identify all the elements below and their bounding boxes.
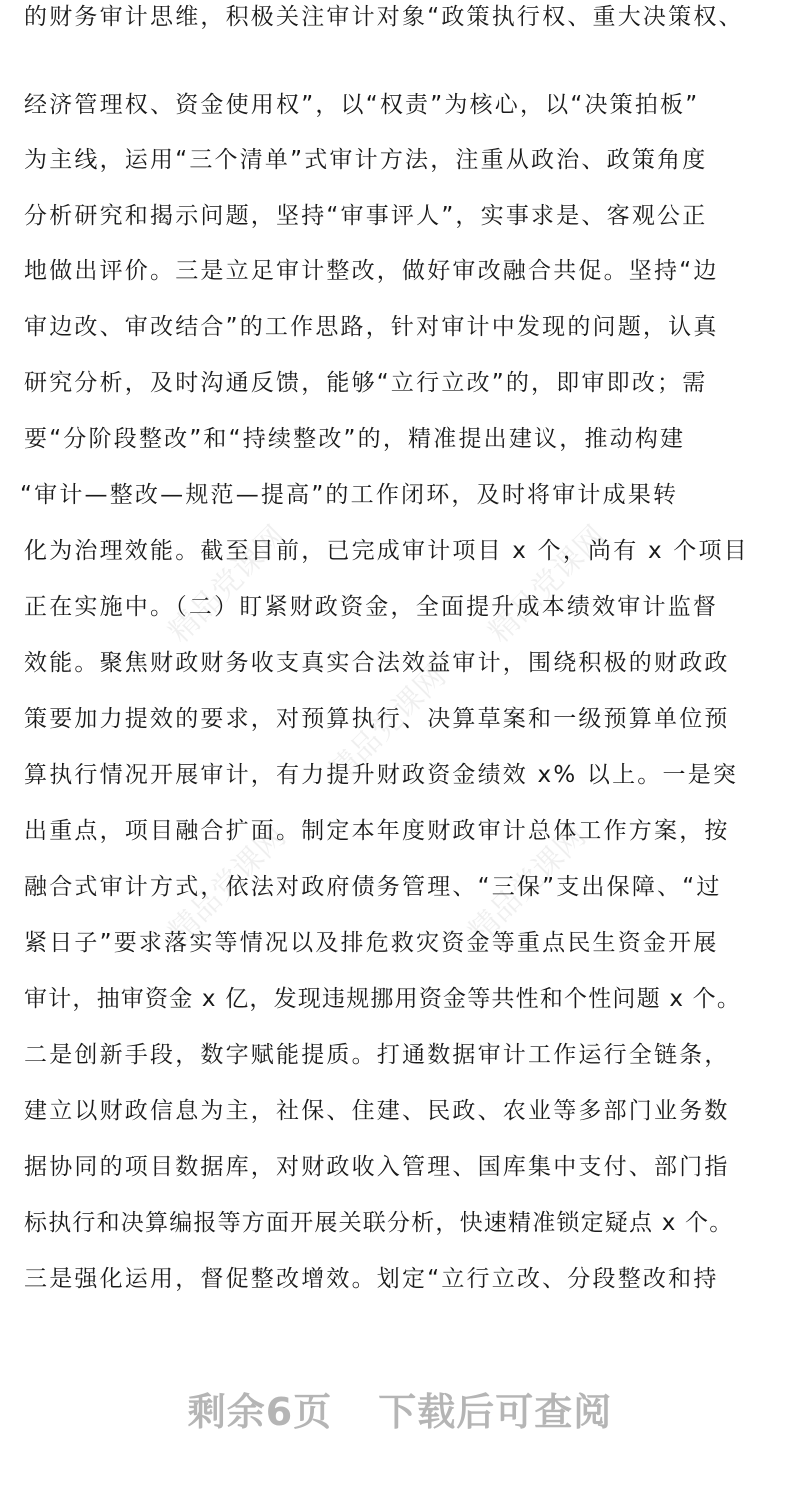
text-line: 二是创新手段，数字赋能提质。打通数据审计工作运行全链条， (24, 1042, 730, 1068)
text-line: 要“分阶段整改”和“持续整改”的，精准提出建议，推动构建 (24, 426, 686, 452)
text-line: 的财务审计思维，积极关注审计对象“政策执行权、重大决策权、 (24, 4, 744, 30)
text-line: 审边改、审改结合”的工作思路，针对审计中发现的问题，认真 (24, 314, 719, 340)
watermark: 精品党课网 (162, 519, 293, 650)
text-line: “审计—整改—规范—提高”的工作闭环，及时将审计成果转 (20, 482, 679, 508)
text-line: 三是强化运用，督促整改增效。划定“立行立改、分段整改和持 (24, 1266, 719, 1292)
watermark: 精品党课网 (162, 819, 293, 950)
text-line: 据协同的项目数据库，对财政收入管理、国库集中支付、部门指 (24, 1154, 730, 1180)
text-line: 化为治理效能。截至目前，已完成审计项目 x 个，尚有 x 个项目 (24, 538, 749, 564)
text-line: 建立以财政信息为主，社保、住建、民政、农业等多部门业务数 (24, 1098, 730, 1124)
watermark: 精品党课网 (322, 659, 453, 790)
text-line: 算执行情况开展审计，有力提升财政资金绩效 x% 以上。一是突 (24, 762, 739, 788)
text-line: 策要加力提效的要求，对预算执行、决算草案和一级预算单位预 (24, 706, 730, 732)
remaining-pages-label: 剩余6页 (187, 1390, 333, 1434)
watermark: 精品党课网 (482, 519, 613, 650)
remaining-pages-notice[interactable] (0, 1388, 800, 1436)
text-line: 紧日子”要求落实等情况以及排危救灾资金等重点民生资金开展 (24, 930, 719, 956)
text-line: 地做出评价。三是立足审计整改，做好审改融合共促。坚持“边 (24, 258, 719, 284)
text-line: 经济管理权、资金使用权”，以“权责”为核心，以“决策拍板” (24, 92, 700, 118)
download-to-view-label: 下载后可查阅 (378, 1390, 613, 1434)
text-line: 研究分析，及时沟通反馈，能够“立行立改”的，即审即改；需 (24, 370, 708, 396)
text-line: 效能。聚焦财政财务收支真实合法效益审计，围绕积极的财政政 (24, 650, 730, 676)
watermark: 精品党课网 (462, 819, 593, 950)
text-line: 出重点，项目融合扩面。制定本年度财政审计总体工作方案，按 (24, 818, 730, 844)
text-line: 为主线，运用“三个清单”式审计方法，注重从政治、政策角度 (24, 147, 708, 173)
text-line: 审计，抽审资金 x 亿，发现违规挪用资金等共性和个性问题 x 个。 (24, 986, 742, 1012)
text-line: 分析研究和揭示问题，坚持“审事评人”，实事求是、客观公正 (24, 203, 708, 229)
text-line: 融合式审计方式，依法对政府债务管理、“三保”支出保障、“过 (24, 874, 722, 900)
text-line: 标执行和决算编报等方面开展关联分析，快速精准锁定疑点 x 个。 (24, 1210, 734, 1236)
text-line: 正在实施中。（二）盯紧财政资金，全面提升成本绩效审计监督 (24, 594, 719, 620)
